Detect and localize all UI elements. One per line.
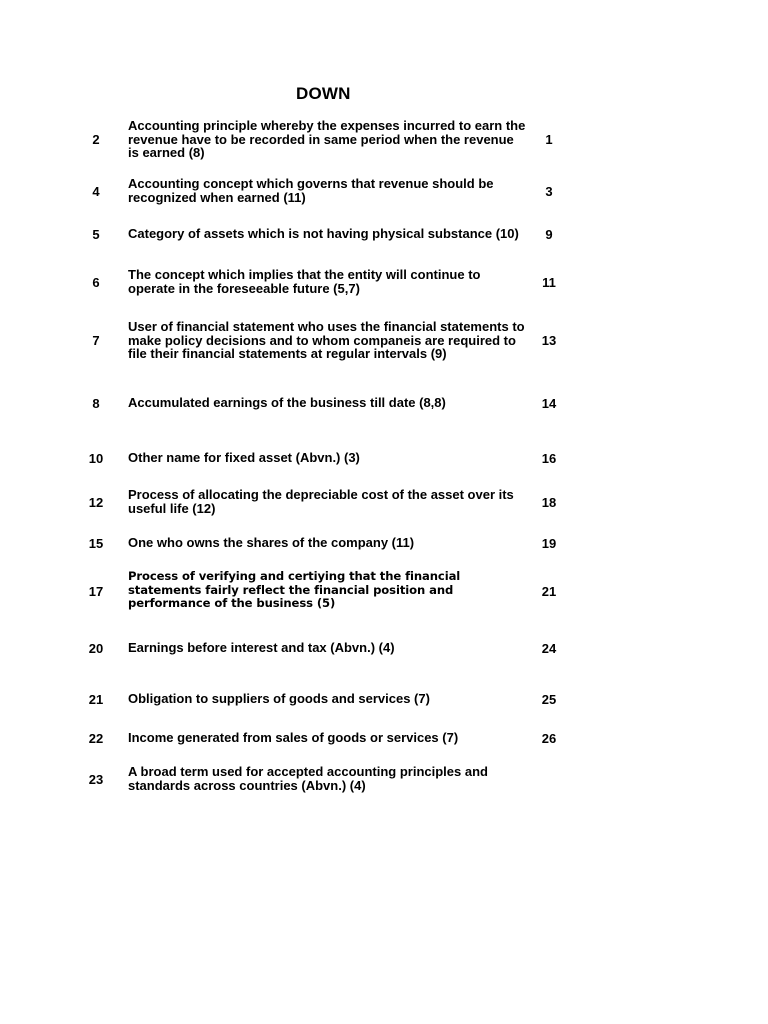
clue-text: Earnings before interest and tax (Abvn.) (4): [128, 640, 395, 655]
answer-number: 3: [545, 184, 553, 199]
clue-text: Accumulated earnings of the business till date (8,8): [128, 395, 446, 410]
clue-number: 23: [88, 772, 104, 787]
answer-number: 24: [541, 641, 557, 656]
answer-number: 26: [541, 731, 557, 746]
clue-text: Process of allocating the depreciable cost of the asset over its useful life (12): [128, 487, 514, 516]
clue-text: Income generated from sales of goods or services (7): [128, 730, 459, 745]
clue-number: 6: [92, 275, 100, 290]
answer-number: 18: [541, 495, 557, 510]
clue-text: Obligation to suppliers of goods and services (7): [128, 691, 430, 706]
clue-text: One who owns the shares of the company (11): [128, 535, 415, 550]
answer-number: 21: [541, 584, 557, 599]
clue-number: 7: [92, 333, 100, 348]
answer-number: 9: [545, 227, 553, 242]
answer-number: 25: [541, 692, 557, 707]
clue-number: 4: [92, 184, 100, 199]
clue-number: 17: [88, 584, 104, 599]
answer-number: 19: [541, 536, 557, 551]
clue-number: 21: [88, 692, 104, 707]
answer-number: 1: [545, 132, 553, 147]
clue-number: 2: [92, 132, 100, 147]
clue-number: 8: [92, 396, 100, 411]
clue-text: The concept which implies that the entity will continue to operate in the foreseeable future (5,7): [128, 267, 481, 296]
clue-text: Accounting concept which governs that revenue should be recognized when earned (11): [128, 176, 494, 205]
clue-text: Other name for fixed asset (Abvn.) (3): [128, 450, 360, 465]
clue-text: Category of assets which is not having physical substance (10): [128, 226, 519, 241]
clue-text: User of financial statement who uses the financial statements to make policy decisions and to whom companeis are required to file their financial statements at regular intervals (9): [128, 319, 525, 361]
clue-number: 20: [88, 641, 104, 656]
page-title: DOWN: [296, 84, 351, 103]
clue-number: 15: [88, 536, 104, 551]
clue-number: 10: [88, 451, 104, 466]
clue-text: A broad term used for accepted accounting principles and standards across countries (Abvn.) (4): [128, 764, 488, 793]
clue-number: 5: [92, 227, 100, 242]
clue-text: Accounting principle whereby the expenses incurred to earn the revenue have to be recorded in same period when the revenue is earned (8): [128, 118, 526, 160]
answer-number: 13: [541, 333, 557, 348]
answer-number: 11: [542, 275, 556, 290]
clue-text: Process of verifying and certiying that the financial statements fairly reflect the financial position and performance of the business (5): [128, 569, 461, 610]
clue-number: 22: [88, 731, 104, 746]
answer-number: 14: [541, 396, 557, 411]
clue-number: 12: [88, 495, 104, 510]
answer-number: 16: [541, 451, 557, 466]
